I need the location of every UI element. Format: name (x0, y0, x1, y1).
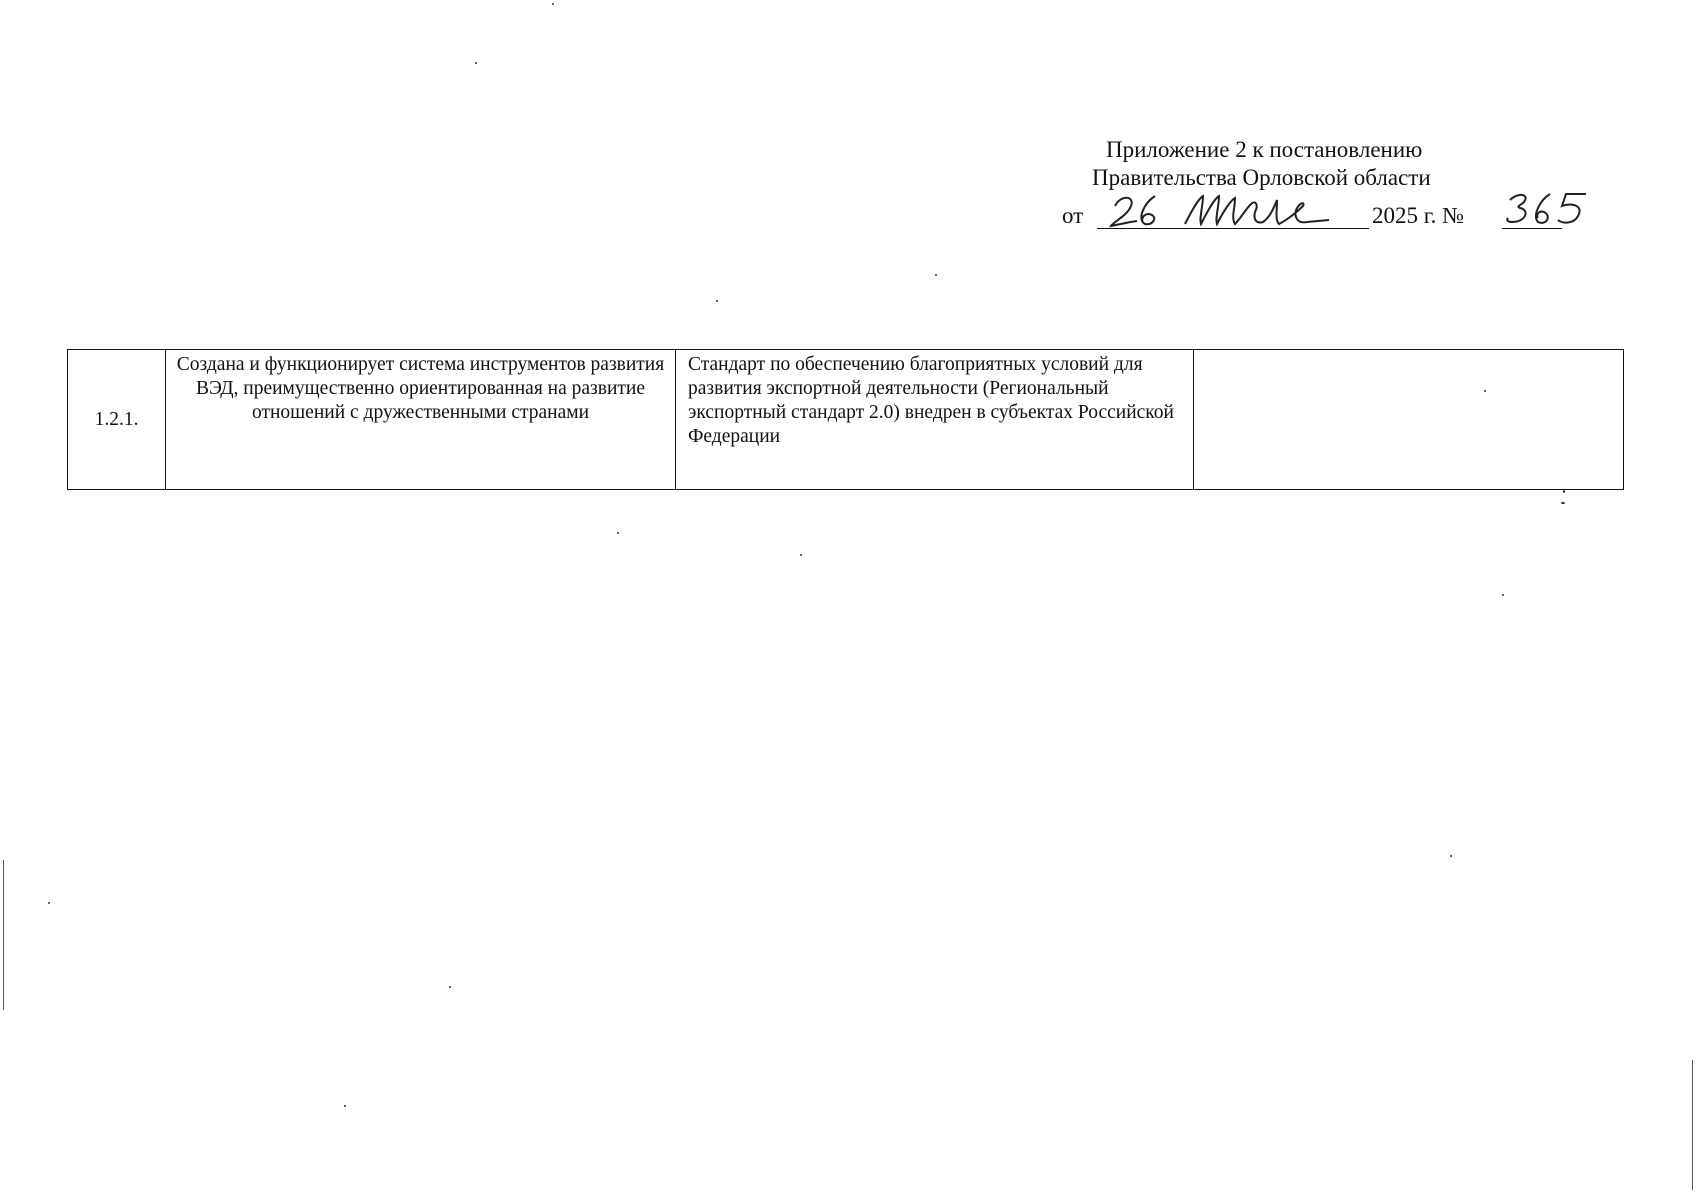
activity-table (67, 349, 1624, 490)
handwritten-number (1504, 188, 1590, 232)
scan-speck (1502, 594, 1504, 596)
scan-speck (1450, 855, 1452, 857)
annex-date-number (1062, 202, 1582, 236)
scan-speck (449, 986, 451, 988)
scan-speck (617, 532, 619, 534)
scan-speck (344, 1105, 346, 1107)
scan-speck (48, 902, 50, 904)
annex-issuer: Правительства Орловской области (1092, 165, 1431, 190)
scan-speck (935, 274, 937, 276)
scan-speck (1563, 490, 1565, 493)
scan-speck (800, 554, 802, 556)
scan-speck (716, 300, 718, 302)
scan-speck (1484, 390, 1486, 392)
table-row (68, 350, 1624, 490)
scan-edge-right (1692, 1060, 1693, 1190)
row-number-cell: 1.2.1. (68, 350, 166, 490)
year-number-label: 2025 г. № (1372, 203, 1465, 228)
scan-speck (552, 3, 554, 5)
annex-title: Приложение 2 к постановлению (1106, 137, 1423, 162)
goal-cell: Создана и функционирует система инструментов развития ВЭД, преимущественно ориентированная на развитие отношений с дружественными странами (166, 350, 676, 490)
handwritten-date (1107, 190, 1337, 234)
scan-edge-left (3, 860, 4, 1010)
empty-cell (1194, 350, 1624, 490)
scan-speck (475, 62, 477, 64)
date-prefix-label: от (1062, 203, 1084, 228)
result-cell: Стандарт по обеспечению благоприятных условий для развития экспортной деятельности (Региональный экспортный стандарт 2.0) внедрен в субъектах Российской Федерации (676, 350, 1194, 490)
scan-speck (1561, 502, 1565, 504)
